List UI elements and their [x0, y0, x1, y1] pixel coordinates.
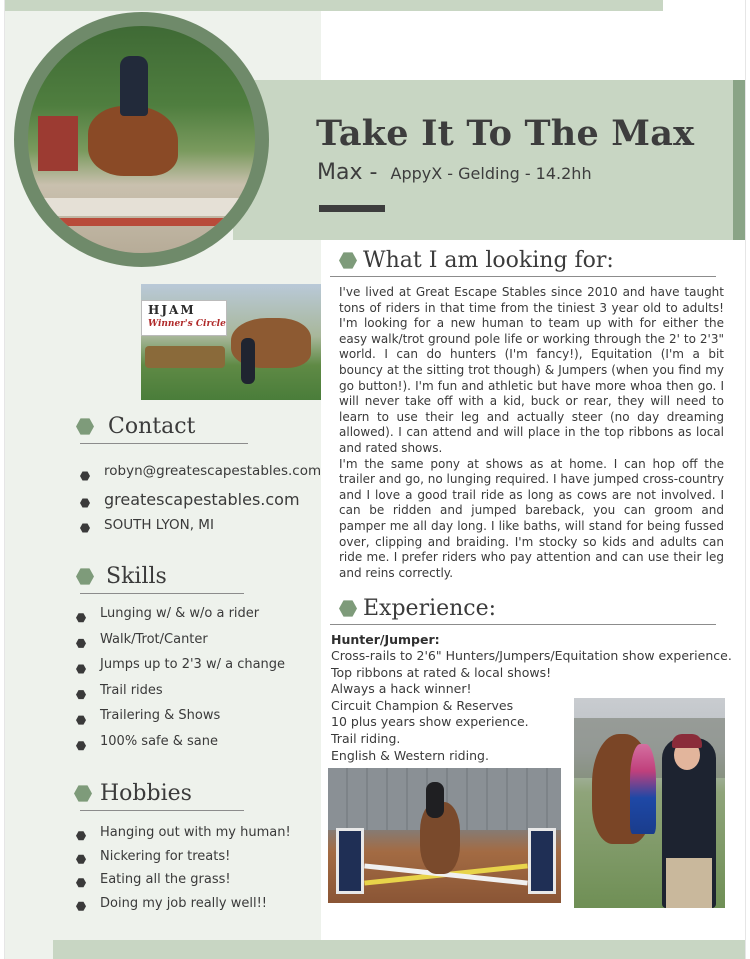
skills-list: [76, 605, 285, 759]
hexagon-icon: [339, 600, 357, 618]
sign-line-2: Winner's Circle: [148, 319, 226, 329]
hobbies-heading: [74, 781, 192, 806]
bullet-icon: [80, 523, 90, 533]
hexagon-icon: [76, 418, 94, 436]
list-item: Jumps up to 2'3 w/ a change: [76, 656, 285, 682]
experience-heading-label: Experience:: [363, 596, 497, 621]
list-item: Cross-rails to 2'6" Hunters/Jumpers/Equitation show experience.: [331, 648, 732, 663]
hobbies-heading-label: Hobbies: [100, 781, 192, 806]
flower-bed-shape: [145, 346, 225, 368]
jumping-photo: [28, 26, 255, 253]
barn-shape: [38, 116, 78, 171]
cap-shape: [672, 734, 702, 748]
list-item: Circuit Champion & Reserves: [331, 697, 514, 713]
jump-rail-shape: [38, 218, 248, 226]
list-item: Top ribbons at rated & local shows!: [331, 664, 552, 680]
looking-for-paragraph-2: I'm the same pony at shows as at home. I can hop off the trailer and go, no lunging required. I have jumped cross-country and I love a good trail ride as long as cows are not involved. I can be ridden and jumped bareback, you can groom and pamper me all day long. I like baths, will stand for being fussed over, clipping and braiding. I'm stocky so kids and adults can ride me. I prefer riders who pay attention and can use their leg and reins correctly.: [339, 456, 724, 580]
skills-heading-label: Skills: [106, 564, 167, 589]
contact-heading: [76, 414, 195, 439]
horse-name: Max -: [317, 160, 378, 185]
bullet-icon: [76, 831, 86, 841]
list-item: 100% safe & sane: [76, 733, 285, 759]
ribbons-photo: [574, 698, 725, 908]
list-item: English & Western riding.: [331, 747, 489, 763]
jumping-photo-frame: [14, 12, 269, 267]
looking-for-paragraph-1: I've lived at Great Escape Stables since 2010 and have taught tons of riders in that time from the tiniest 3 year old to adults! I'm looking for a new human to team up with for either the easy walk/trot ground pole life or working through the 2' to 2'3" world. I can do hunters (I'm fancy!), Equitation (I'm a bit bouncy at the sitting trot though) & Jumpers (when you find my go button!). I'm fun and athletic but have more whoa then go. I will never take off with a kid, buck or rear, they will need to learn to use their leg and actually steer (no day dreaming allowed). I can attend and will place in the top ribbons as local and rated shows.: [339, 285, 724, 455]
jump-standard-shape: [336, 828, 364, 894]
list-item: Always a hack winner!: [331, 681, 472, 697]
person-legs-shape: [666, 858, 712, 908]
top-accent-bar: [5, 0, 663, 11]
header-accent-strip: [733, 80, 745, 240]
bullet-icon: [76, 664, 86, 674]
rider-shape: [426, 782, 444, 818]
bullet-icon: [76, 613, 86, 623]
horse-shape: [88, 106, 178, 176]
hexagon-icon: [74, 785, 92, 803]
list-item: Trail riding.: [331, 730, 401, 746]
horse-subtitle: [317, 160, 592, 185]
bullet-icon: [76, 854, 86, 864]
contact-rule: [80, 443, 248, 444]
experience-subheading: Hunter/Jumper:: [331, 632, 440, 647]
list-item: Walk/Trot/Canter: [76, 631, 285, 657]
looking-for-heading: [339, 248, 614, 273]
list-item: Nickering for treats!: [76, 848, 291, 872]
contact-email[interactable]: robyn@greatescapestables.com: [80, 462, 321, 490]
bullet-icon: [76, 878, 86, 888]
contact-website[interactable]: greatescapestables.com: [80, 490, 321, 516]
winners-circle-photo: [141, 284, 321, 400]
ribbon-shape: [630, 744, 656, 834]
winners-circle-sign: [141, 300, 227, 336]
bullet-icon: [80, 498, 90, 508]
hexagon-icon: [339, 252, 357, 270]
hexagon-icon: [76, 568, 94, 586]
arena-jump-photo: [328, 768, 561, 903]
contact-heading-label: Contact: [108, 414, 196, 439]
list-item: Doing my job really well!!: [76, 895, 291, 919]
list-item: 10 plus years show experience.: [331, 714, 529, 730]
list-item: Eating all the grass!: [76, 871, 291, 895]
list-item: Lunging w/ & w/o a rider: [76, 605, 285, 631]
looking-for-rule: [330, 276, 716, 277]
bottom-accent-bar: [53, 940, 745, 959]
list-item: Hanging out with my human!: [76, 824, 291, 848]
sign-line-1: HJAM: [148, 303, 196, 317]
experience-heading: [339, 596, 496, 621]
bullet-icon: [76, 741, 86, 751]
bullet-icon: [76, 638, 86, 648]
list-item: Trailering & Shows: [76, 707, 285, 733]
bullet-icon: [76, 901, 86, 911]
fence-shape: [28, 198, 255, 216]
contact-location: SOUTH LYON, MI: [80, 516, 321, 540]
bullet-icon: [76, 690, 86, 700]
skills-rule: [80, 593, 244, 594]
horse-details: AppyX - Gelding - 14.2hh: [390, 164, 592, 183]
skills-heading: [76, 564, 167, 589]
bullet-icon: [76, 715, 86, 725]
hobbies-list: [76, 824, 291, 918]
list-item: Trail rides: [76, 682, 285, 708]
title-underline: [319, 205, 385, 212]
looking-for-heading-label: What I am looking for:: [363, 248, 614, 273]
experience-rule: [330, 624, 716, 625]
bullet-icon: [80, 471, 90, 481]
page-title: Take It To The Max: [316, 113, 695, 154]
looking-for-text: [339, 285, 724, 581]
person-shape: [241, 338, 255, 384]
hobbies-rule: [80, 810, 244, 811]
rider-shape: [120, 56, 148, 116]
jump-standard-shape: [528, 828, 556, 894]
contact-list: [80, 462, 321, 540]
